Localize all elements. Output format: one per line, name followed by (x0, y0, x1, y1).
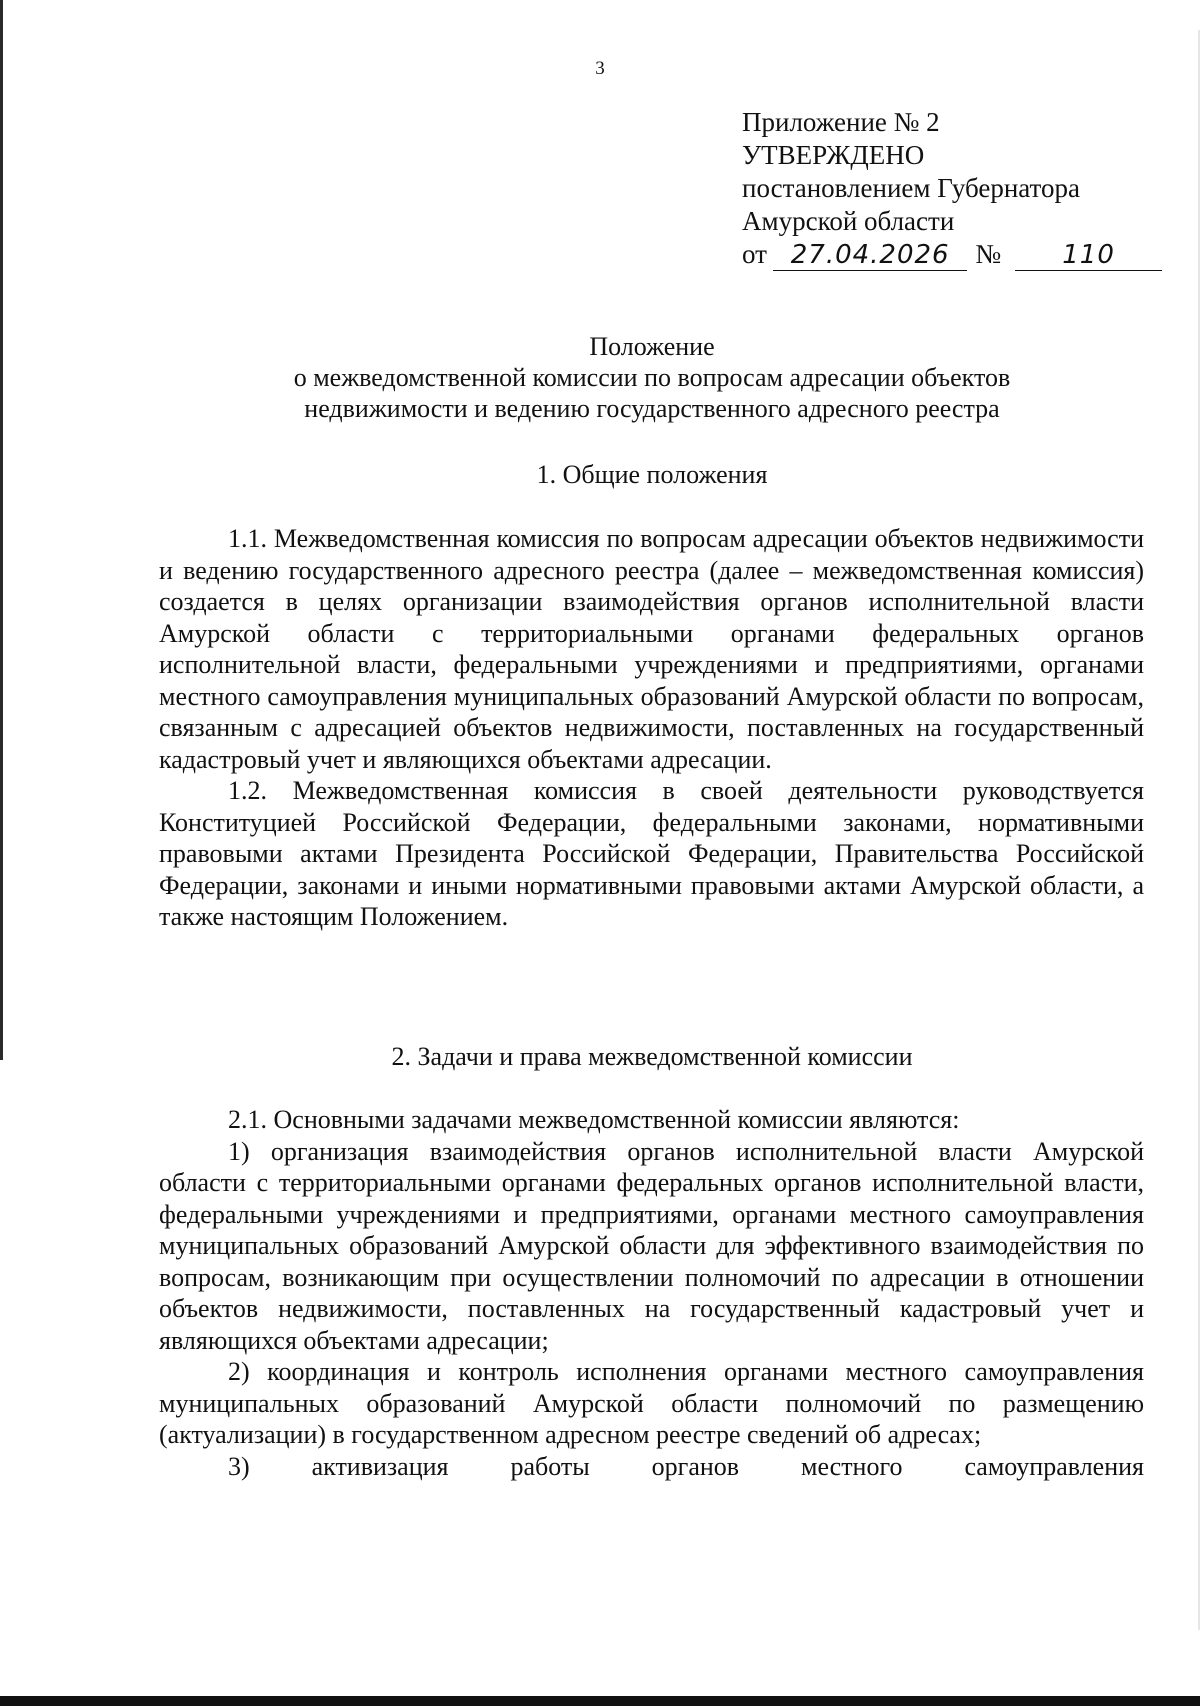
title-line-2: о межведомственной комиссии по вопросам адресации объектов (293, 363, 1011, 392)
scan-edge-bottom (0, 1696, 1200, 1706)
paragraph-2-1: 2.1. Основными задачами межведомственной комиссии являются: (228, 1105, 960, 1134)
document-title (160, 331, 1144, 424)
section-2-body (159, 1104, 1144, 1482)
approval-block (742, 106, 1162, 271)
date-number-line (742, 238, 1162, 271)
title-line-1: Положение (589, 332, 715, 361)
approved-by-label: постановлением Губернатора (742, 173, 1080, 203)
list-item-2: 2) координация и контроль исполнения органами местного самоуправления муниципальных образований Амурской области полномочий по размещению (актуализации) в государственном адресном реестре сведений об адресах; (159, 1357, 1144, 1449)
page-number: 3 (595, 58, 605, 79)
list-item-1: 1) организация взаимодействия органов исполнительной власти Амурской области с территориальными органами федеральных органов исполнительной власти, федеральными учреждениями и предприятиями, органами местного самоуправления муниципальных образований Амурской области для эффективного взаимодействия по вопросам, возникающим при осуществлении полномочий по адресации в отношении объектов недвижимости, поставленных на государственный кадастровый учет и являющихся объектами адресации; (159, 1136, 1144, 1355)
appendix-label: Приложение № 2 (742, 107, 940, 137)
handwritten-number: 110 (1015, 240, 1162, 271)
section-2-heading: 2. Задачи и права межведомственной комиссии (391, 1042, 913, 1071)
date-prefix: от (742, 239, 767, 269)
title-line-3: недвижимости и ведению государственного адресного реестра (304, 394, 1000, 423)
paragraph-1-1: 1.1. Межведомственная комиссия по вопросам адресации объектов недвижимости и ведению государственного адресного реестра (далее – межведомственная комиссия) создается в целях организации взаимодействия органов исполнительной власти Амурской области с территориальными органами федеральных органов исполнительной власти, федеральными учреждениями и предприятиями, органами местного самоуправления муниципальных образований Амурской области по вопросам, связанным с адресацией объектов недвижимости, поставленных на государственный кадастровый учет и являющихся объектами адресации. (159, 524, 1144, 774)
scan-edge-left (0, 0, 3, 1060)
approved-label: УТВЕРЖДЕНО (742, 140, 925, 170)
section-1-body (159, 523, 1144, 933)
list-item-3: 3) активизация работы органов местного самоуправления (228, 1451, 1144, 1481)
section-1-heading: 1. Общие положения (536, 460, 768, 489)
region-label: Амурской области (742, 206, 955, 236)
handwritten-date: 27.04.2026 (773, 240, 967, 271)
number-sign: № (975, 239, 1002, 269)
paragraph-1-2: 1.2. Межведомственная комиссия в своей деятельности руководствуется Конституцией Российской Федерации, федеральными законами, нормативными правовыми актами Президента Российской Федерации, Правительства Российской Федерации, законами и иными нормативными правовыми актами Амурской области, а также настоящим Положением. (159, 776, 1144, 931)
